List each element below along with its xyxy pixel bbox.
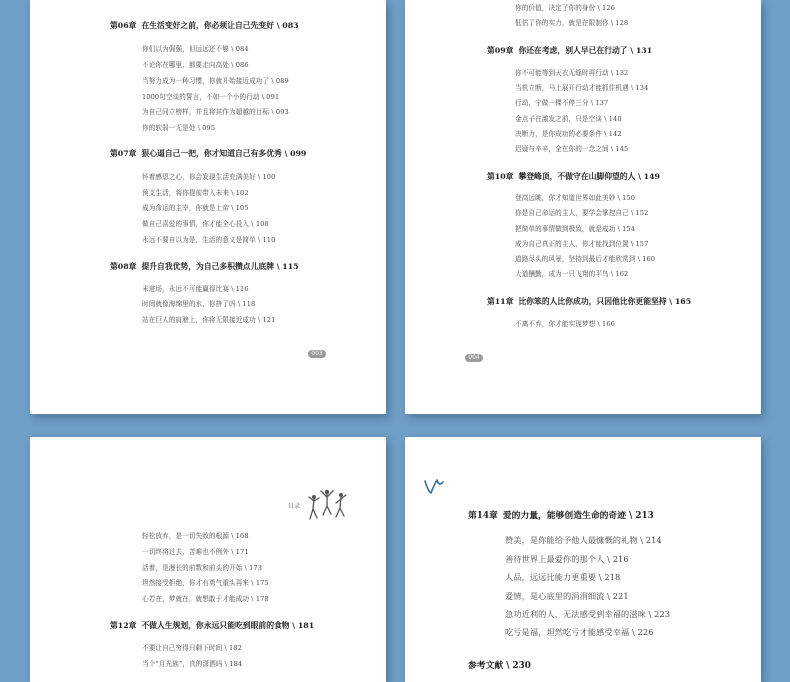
page-number: 004	[465, 354, 483, 362]
toc-entry[interactable]: 吃亏是福，坦然吃亏才能感受幸福 \ 226	[505, 627, 654, 637]
toc-entry[interactable]: 不论你在哪里，都要走向高处 \ 086	[142, 61, 249, 69]
chapter-heading[interactable]: 第10章 攀登峰顶，不做守在山脚仰望的人 \ 149	[487, 172, 660, 181]
toc-entry[interactable]: 永远不要自以为是，生活的意义是简单 \ 110	[142, 236, 276, 244]
toc-entry[interactable]: 你不可能等到天衣无缝时再行动 \ 132	[515, 69, 629, 77]
toc-entry[interactable]: 你是自己命运的主人，要学会掌控自己 \ 152	[515, 209, 649, 217]
toc-page-3	[30, 437, 386, 682]
toc-entry[interactable]: 人品，远远比能力更重要 \ 218	[505, 572, 621, 582]
toc-entry[interactable]: 未进场，永远不可能赢得比赛 \ 116	[142, 285, 249, 293]
toc-entry[interactable]: 不要让自己穷得只剩下时间 \ 182	[142, 644, 242, 652]
toc-entry[interactable]: 低估了你的实力，就是在限制你 \ 128	[515, 19, 629, 27]
toc-entry[interactable]: 成为命运的主宰，你就是上帝 \ 105	[142, 204, 249, 212]
toc-entry[interactable]: 做自己喜爱的事情，你才能全心投入 \ 108	[142, 220, 269, 228]
toc-entry[interactable]: 当机立断，马上展开行动才能抓住机遇 \ 134	[515, 84, 649, 92]
toc-entry[interactable]: 大道酬勤，成为一只飞翔的平鸟 \ 162	[515, 270, 629, 278]
toc-entry[interactable]: 爱情，是心底里的涓涓细流 \ 221	[505, 591, 629, 601]
chapter-heading[interactable]: 第14章 爱的力量，能够创造生命的奇迹 \ 213	[468, 511, 654, 521]
references-entry[interactable]: 参考文献 \ 230	[468, 661, 531, 671]
toc-page-4	[405, 437, 761, 682]
chapter-heading[interactable]: 第06章 在生活变好之前，你必须让自己先变好 \ 083	[110, 21, 299, 30]
toc-entry[interactable]: 你的价值，决定了你的身份 \ 126	[515, 4, 615, 12]
toc-page-2	[405, 0, 761, 414]
toc-entry[interactable]: 登高远眺，你才知道世界如此美妙 \ 150	[515, 194, 636, 202]
toc-entry[interactable]: 一切终将过去，苦难也不例外 \ 171	[142, 548, 249, 556]
toc-entry[interactable]: 赞美，是你能给予他人最慷慨的礼物 \ 214	[505, 535, 662, 545]
toc-entry[interactable]: 心若在，梦就在，就想敢于才能成功 \ 178	[142, 595, 269, 603]
toc-label: 目录	[288, 503, 301, 510]
toc-entry[interactable]: 时间就像海绵里的水，你挤了吗 \ 118	[142, 300, 256, 308]
toc-entry[interactable]: 活着，是漫长的前数和前头的开始 \ 173	[142, 564, 263, 572]
toc-entry[interactable]: 道路尽头的风景，坚持到最后才能欣赏到 \ 160	[515, 255, 656, 263]
toc-entry[interactable]: 当个“月光族”，真的潇洒吗 \ 184	[142, 660, 243, 668]
chapter-heading[interactable]: 第09章 你还在考虑，别人早已在行动了 \ 131	[487, 46, 653, 55]
dancing-figures-icon	[306, 487, 352, 523]
page-number: 003	[308, 350, 326, 358]
chapter-heading[interactable]: 第07章 狠心逼自己一把，你才知道自己有多优秀 \ 099	[110, 149, 307, 158]
toc-entry[interactable]: 善待世界上最爱你的那个人 \ 216	[505, 554, 629, 564]
toc-entry[interactable]: 站在巨人的肩膀上，你将无限接近成功 \ 121	[142, 316, 276, 324]
toc-entry[interactable]: 不离不弃，你才能实现梦想 \ 166	[515, 320, 615, 328]
toc-entry[interactable]: 金点子在激发之前，只是空谈 \ 140	[515, 115, 622, 123]
toc-entry[interactable]: 你们以为倔强，但远远还不够 \ 084	[142, 45, 249, 53]
toc-entry[interactable]: 怀着感恩之心，你会发现生活充满美好 \ 100	[142, 173, 276, 181]
toc-entry[interactable]: 迟疑与辛辛，全在你的一念之间 \ 145	[515, 145, 629, 153]
chapter-heading[interactable]: 第08章 提升自我优势，为自己多积攒点儿底牌 \ 115	[110, 262, 299, 271]
brush-mark-icon	[423, 477, 445, 495]
toc-entry[interactable]: 当努力成为一种习惯，你就开始接近成功了 \ 089	[142, 77, 289, 85]
toc-page-1	[30, 0, 386, 414]
toc-entry[interactable]: 为自己同立榜样，并且将其作为超越的目标 \ 093	[142, 108, 289, 116]
toc-entry[interactable]: 行动，宁做一棵不停三分 \ 137	[515, 99, 609, 107]
toc-entry[interactable]: 坦然接受拒绝，你才有勇气重头再来 \ 175	[142, 579, 269, 587]
toc-entry[interactable]: 你的软弱一无是处 \ 095	[142, 124, 216, 132]
toc-entry[interactable]: 成为自己真正的主人，你才能找到位置 \ 157	[515, 240, 649, 248]
toc-entry[interactable]: 急功近利的人，无法感受到幸福的滋味 \ 223	[505, 609, 671, 619]
toc-entry[interactable]: 1000句空谈的誓言，不如一个小的行动 \ 091	[142, 93, 280, 101]
toc-entry[interactable]: 决断力，是你成功的必要条件 \ 142	[515, 130, 622, 138]
toc-entry[interactable]: 把简单的事情做到极致，就是成功 \ 154	[515, 225, 636, 233]
toc-entry[interactable]: 轻松放弃，是一切失败的根源 \ 168	[142, 532, 249, 540]
chapter-heading[interactable]: 第12章 不做人生规划，你永远只能吃到眼前的食物 \ 181	[110, 621, 315, 630]
toc-entry[interactable]: 预支生活，将你提前带入未来 \ 102	[142, 189, 249, 197]
chapter-heading[interactable]: 第11章 比你笨的人比你成功，只因他比你更能坚持 \ 165	[487, 297, 692, 306]
